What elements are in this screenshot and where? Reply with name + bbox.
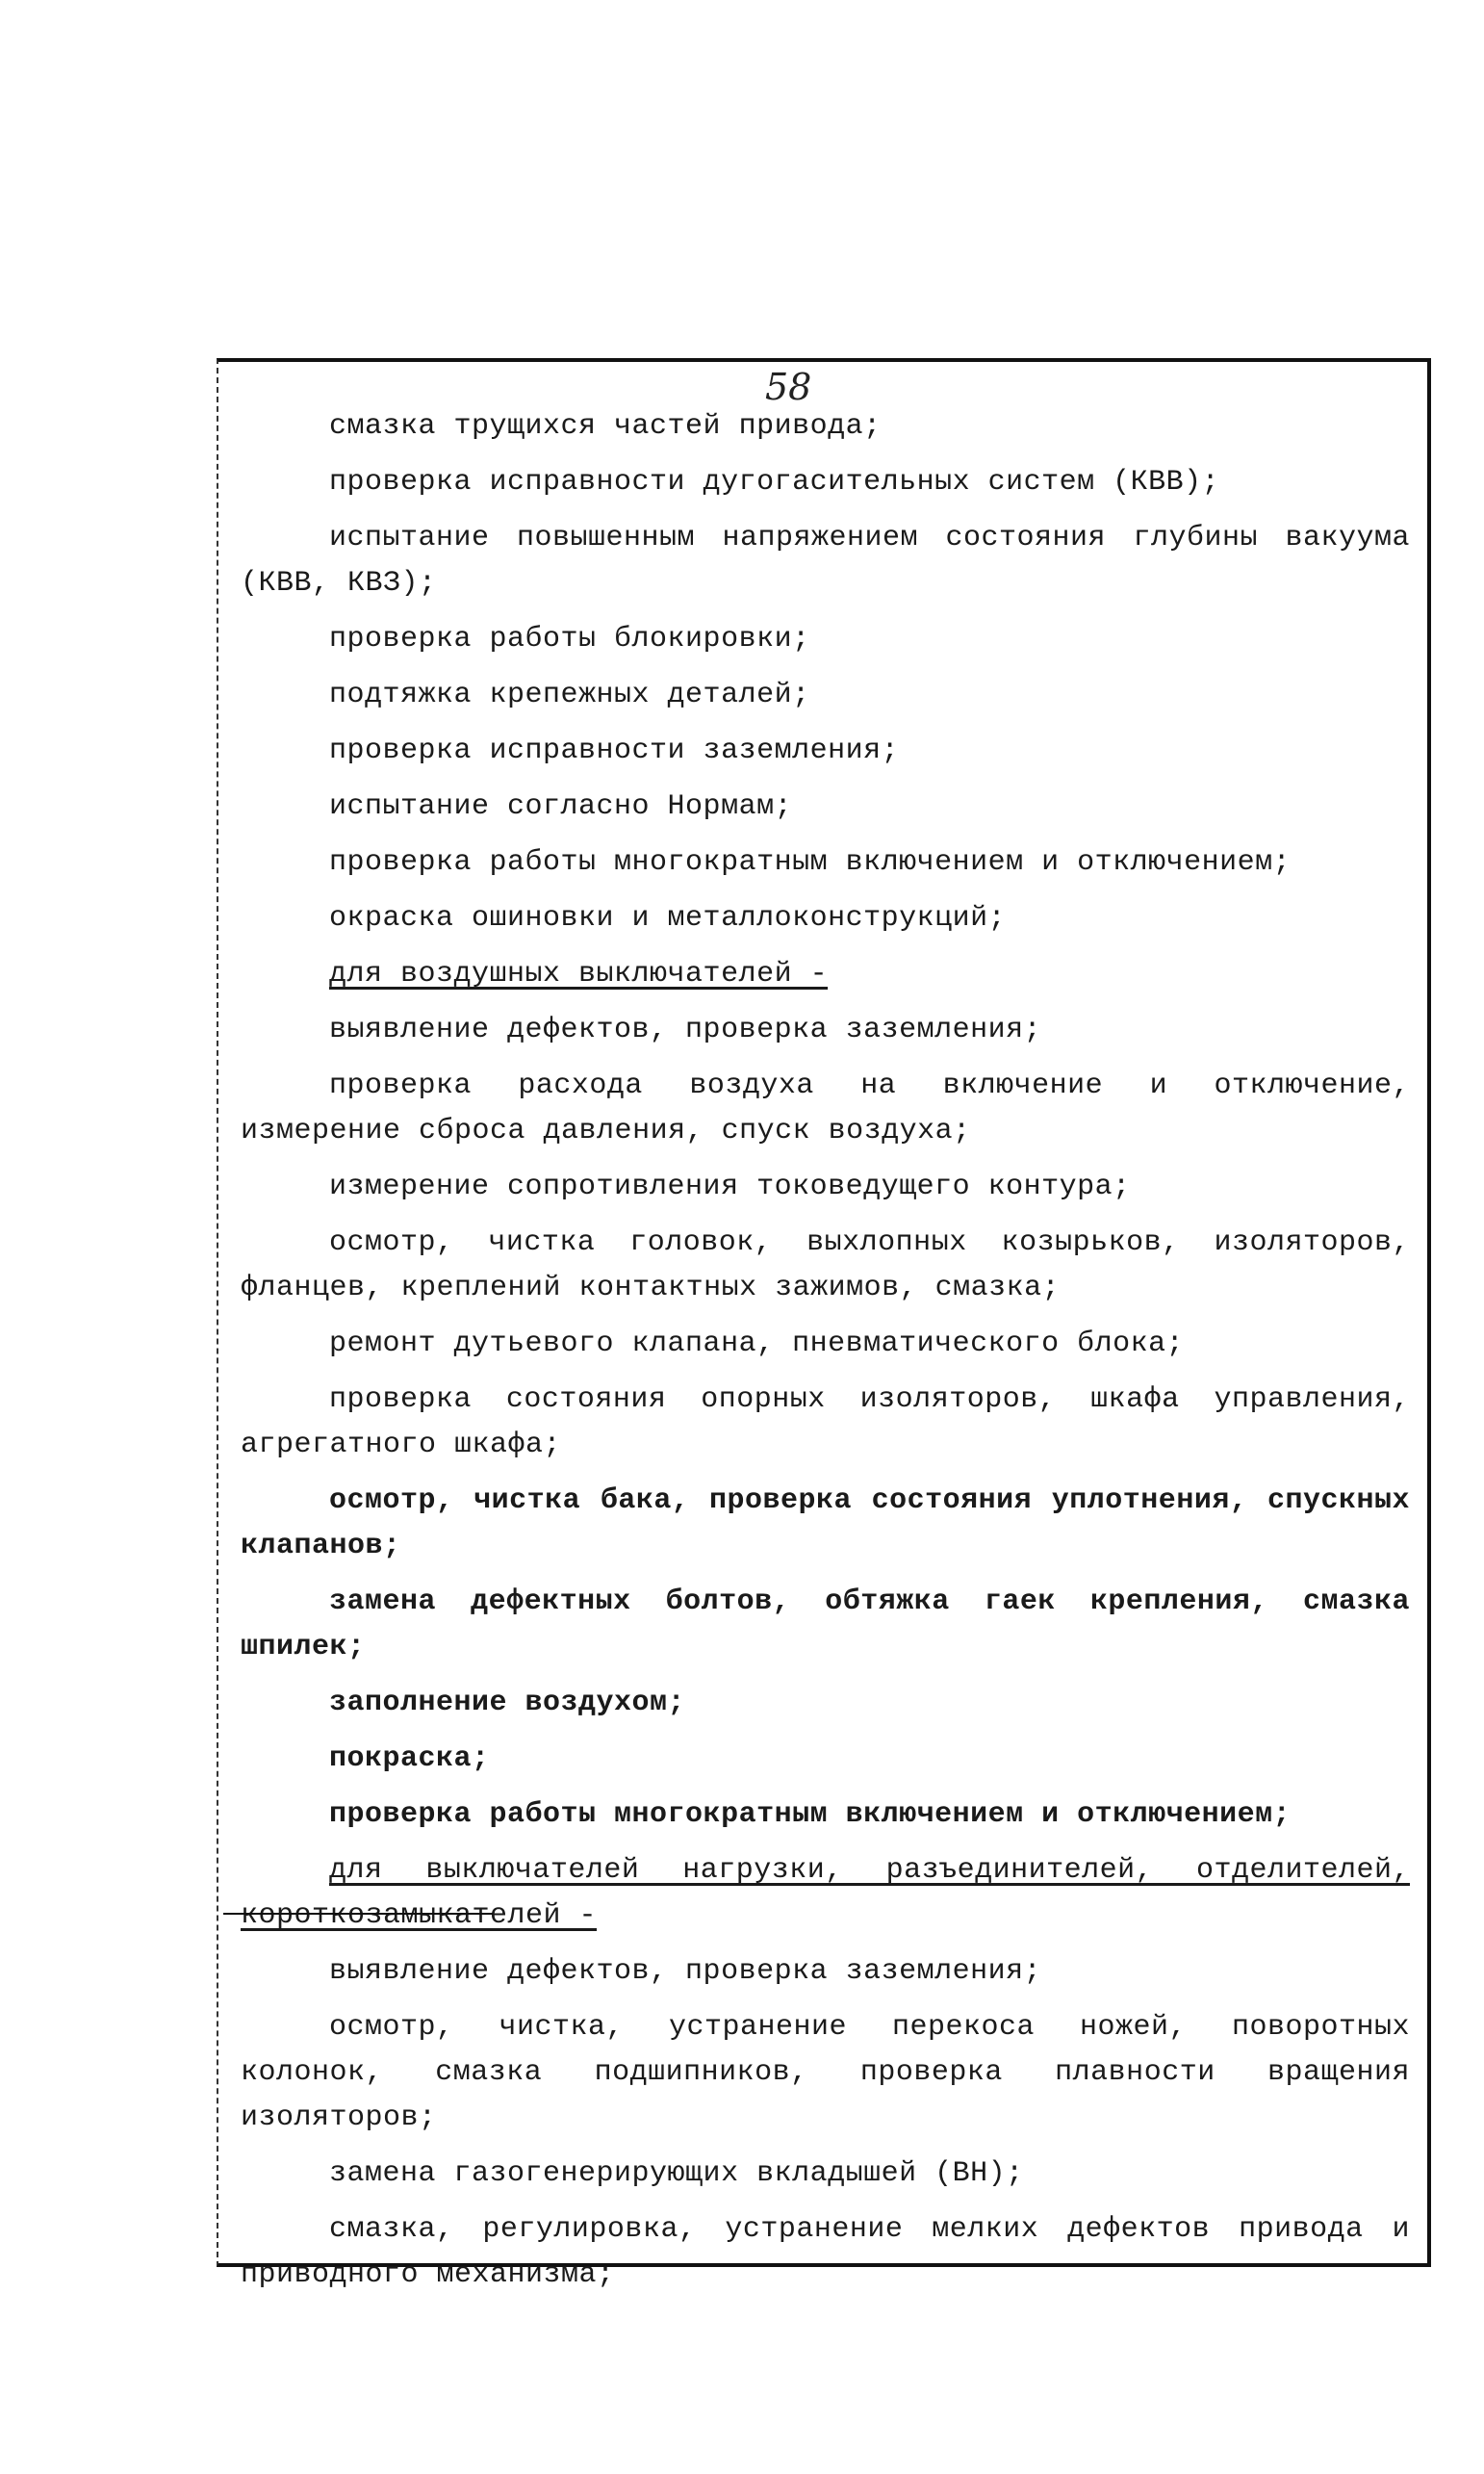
list-item: проверка состояния опорных изоляторов, шкафа управления, агрегатного шкафа; bbox=[241, 1383, 1410, 1461]
list-item: замена газогенерирующих вкладышей (ВН); bbox=[329, 2157, 1024, 2190]
list-item: измерение сопротивления токоведущего контура; bbox=[329, 1171, 1131, 1203]
list-item: осмотр, чистка головок, выхлопных козырьков, изоляторов, фланцев, креплений контактных зажимов, смазка; bbox=[241, 1226, 1410, 1304]
list-item: проверка работы многократным включением и отключением; bbox=[329, 846, 1292, 879]
page-number: 58 bbox=[765, 366, 812, 408]
heading-underline-rule bbox=[223, 1913, 493, 1915]
list-item: смазка, регулировка, устранение мелких дефектов привода и приводного механизма; bbox=[241, 2213, 1410, 2291]
list-item: ремонт дутьевого клапана, пневматического блока; bbox=[329, 1327, 1185, 1360]
section-heading bbox=[241, 1848, 1410, 1939]
document-body bbox=[241, 404, 1410, 2308]
list-item: проверка работы многократным включением и отключением; bbox=[329, 1798, 1292, 1831]
section-heading-text: для выключателей нагрузки, разъединителей, отделителей, короткозамыкателей - bbox=[241, 1854, 1410, 1932]
list-item: проверка работы блокировки; bbox=[329, 623, 810, 656]
list-item: осмотр, чистка, устранение перекоса ножей, поворотных колонок, смазка подшипников, проверка плавности вращения изоляторов; bbox=[241, 2011, 1410, 2134]
list-item: проверка расхода воздуха на включение и отключение, измерение сброса давления, спуск воздуха; bbox=[241, 1069, 1410, 1147]
list-item: испытание повышенным напряжением состояния глубины вакуума (КВВ, КВЗ); bbox=[241, 522, 1410, 600]
list-item: подтяжка крепежных деталей; bbox=[329, 679, 810, 711]
list-item: выявление дефектов, проверка заземления; bbox=[329, 1014, 1042, 1046]
section-heading-text: для воздушных выключателей - bbox=[329, 958, 829, 991]
list-item: окраска ошиновки и металлоконструкций; bbox=[329, 902, 1007, 935]
list-item: покраска; bbox=[329, 1742, 490, 1775]
list-item: испытание согласно Нормам; bbox=[329, 790, 793, 823]
list-item: осмотр, чистка бака, проверка состояния уплотнения, спускных клапанов; bbox=[241, 1484, 1410, 1562]
list-item: смазка трущихся частей привода; bbox=[329, 410, 882, 443]
list-item: заполнение воздухом; bbox=[329, 1687, 686, 1719]
list-item: замена дефектных болтов, обтяжка гаек крепления, смазка шпилек; bbox=[241, 1585, 1410, 1663]
list-item: проверка исправности дугогасительных систем (КВВ); bbox=[329, 466, 1220, 499]
section-heading bbox=[241, 952, 1410, 997]
list-item: проверка исправности заземления; bbox=[329, 734, 900, 767]
list-item: выявление дефектов, проверка заземления; bbox=[329, 1955, 1042, 1988]
